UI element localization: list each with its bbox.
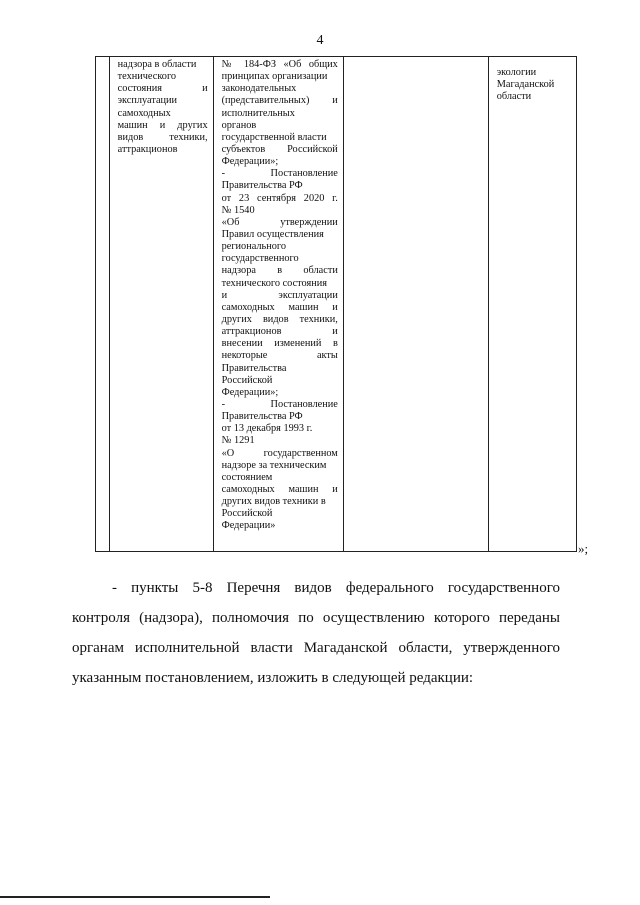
cell-text-line: Федерации»; xyxy=(221,156,279,168)
cell-text-line: «Об утверждении xyxy=(221,216,338,228)
cell-text-line: аттракционов и xyxy=(221,326,338,338)
cell-text-line: надзора в области xyxy=(221,265,338,277)
cell-text-line: от 13 декабря 1993 г. xyxy=(221,423,313,435)
body-paragraph xyxy=(72,573,560,693)
cell-text-line: № 1291 xyxy=(221,435,255,447)
table-cell-subject xyxy=(109,57,213,552)
cell-text-line: надзоре за техническим xyxy=(221,459,327,471)
table-cell-number xyxy=(96,57,110,552)
cell-text-line: технического состояния xyxy=(221,277,327,289)
cell-text-line: государственного xyxy=(221,253,299,265)
cell-text-line: Правительства РФ xyxy=(221,411,303,423)
cell-text-line: эксплуатации xyxy=(117,95,178,107)
footer-rule xyxy=(0,896,270,898)
cell-text-line: Российской xyxy=(221,374,273,386)
cell-text-line: Магаданской xyxy=(496,79,555,91)
cell-text-line: состояния и xyxy=(117,83,208,95)
cell-text-line: аттракционов xyxy=(117,143,178,155)
cell-text-line: Федерации»; xyxy=(221,386,279,398)
cell-text-line: состоянием xyxy=(221,471,273,483)
cell-text-line: видов техники, xyxy=(117,131,208,143)
paragraph-line: указанным постановлением, изложить в следующей редакции: xyxy=(72,670,474,686)
cell-text-line: № 184-ФЗ «Об общих xyxy=(221,59,338,70)
cell-text-line: и эксплуатации xyxy=(221,289,338,301)
cell-text-line: самоходных xyxy=(117,107,171,119)
cell-text-line: регионального xyxy=(221,241,286,253)
cell-text-line: № 1540 xyxy=(221,204,255,216)
cell-text-line: Правительства РФ xyxy=(221,180,303,192)
cell-text-line: - Постановление xyxy=(221,398,338,410)
paragraph-line: органам исполнительной власти Магаданской области, утвержденного xyxy=(72,640,560,656)
table-cell-authority xyxy=(488,57,576,552)
cell-text-line: самоходных машин и xyxy=(221,483,338,495)
cell-text-line: Федерации» xyxy=(221,520,276,532)
cell-text-line: принципах организации xyxy=(221,71,328,83)
cell-text-line: законодательных xyxy=(221,83,297,95)
cell-text-line: машин и других xyxy=(117,119,208,131)
table-cell-legal-basis xyxy=(213,57,343,552)
cell-text-line: других видов техники, xyxy=(221,313,338,325)
paragraph-line: контроля (надзора), полномочия по осуществлению которого переданы xyxy=(72,610,560,626)
cell-text-line: субъектов Российской xyxy=(221,143,338,155)
table-closing-quote: »; xyxy=(578,541,589,556)
cell-text-line: внесении изменений в xyxy=(221,338,338,350)
cell-text-line: области xyxy=(496,91,532,103)
cell-text-line: экологии xyxy=(496,67,537,78)
cell-text-line: «О государственном xyxy=(221,447,338,459)
cell-text-line: Правил осуществления xyxy=(221,228,324,240)
page-number: 4 xyxy=(316,33,324,48)
cell-text-line: технического xyxy=(117,71,177,83)
table-cell-empty xyxy=(343,57,488,552)
cell-text-line: - Постановление xyxy=(221,168,338,180)
cell-text-line: Правительства xyxy=(221,362,287,374)
cell-text-line: самоходных машин и xyxy=(221,301,338,313)
cell-text-line: исполнительных xyxy=(221,107,295,119)
cell-text-line: надзора в области xyxy=(117,59,197,70)
cell-text-line: Российской xyxy=(221,508,273,520)
cell-text-line: государственной власти xyxy=(221,131,327,143)
cell-text-line: (представительных) и xyxy=(221,95,338,107)
table-row xyxy=(96,57,577,552)
cell-text-line: от 23 сентября 2020 г. xyxy=(221,192,338,204)
cell-text-line: других видов техники в xyxy=(221,496,326,508)
paragraph-line: - пункты 5-8 Перечня видов федерального государственного xyxy=(112,580,560,596)
regulation-table xyxy=(95,56,577,552)
cell-text-line: органов xyxy=(221,119,257,131)
cell-text-line: некоторые акты xyxy=(221,350,338,362)
